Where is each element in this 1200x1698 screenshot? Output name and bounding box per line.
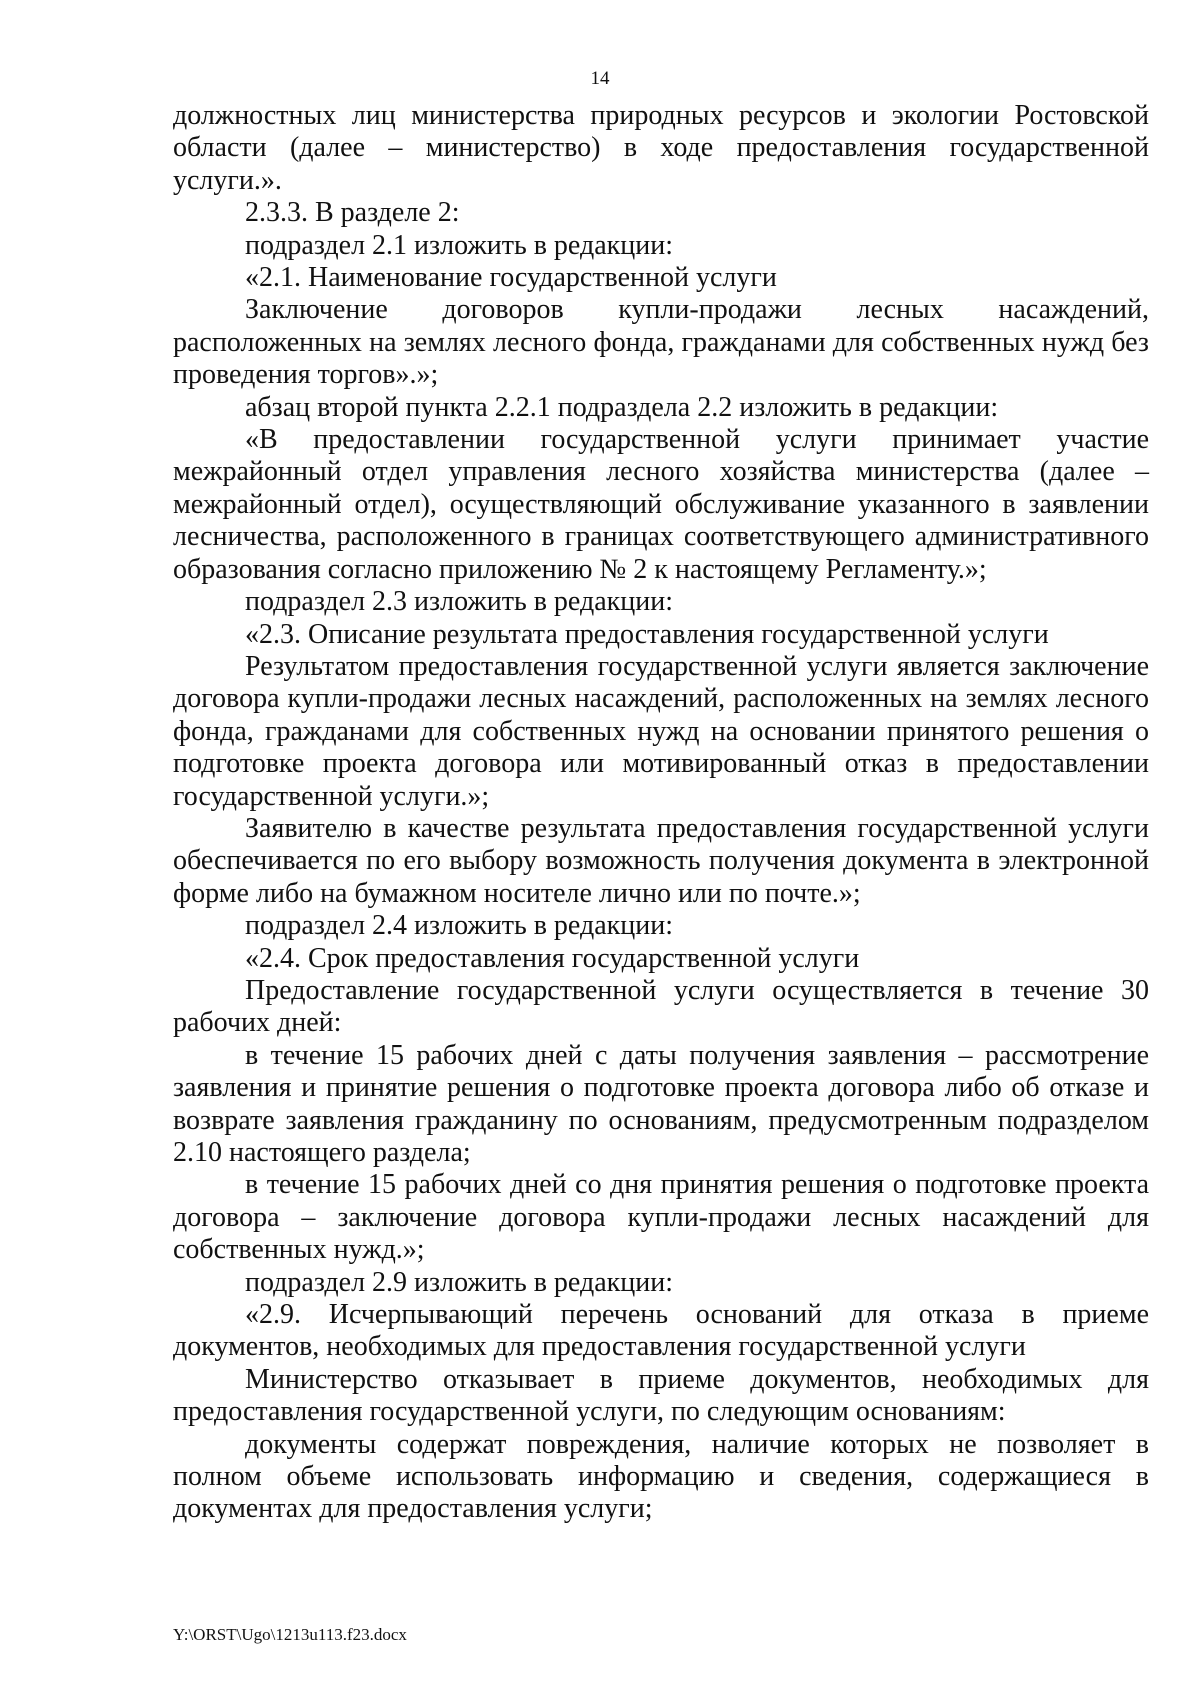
document-paragraph: 2.3.3. В разделе 2: — [245, 197, 460, 229]
document-paragraph: Заявителю в качестве результата предоставления государственной услуги обеспечивается по его выбору возможность получения документа в электронной форме либо на бумажном носителе лично или по почте.»; — [173, 812, 1149, 909]
document-paragraph: документы содержат повреждения, наличие которых не позволяет в полном объеме использовать информацию и сведения, содержащиеся в документах для предоставления услуги; — [173, 1428, 1149, 1525]
document-body — [173, 100, 1149, 1526]
document-paragraph: Министерство отказывает в приеме документов, необходимых для предоставления государственной услуги, по следующим основаниям: — [173, 1363, 1149, 1428]
document-paragraph: «В предоставлении государственной услуги принимает участие межрайонный отдел управления лесного хозяйства министерства (далее – межрайонный отдел), осуществляющий обслуживание указанного в заявлении лесничества, расположенного в границах соответствующего административного образования согласно приложению № 2 к настоящему Регламенту.»; — [173, 424, 1149, 585]
document-paragraph: подраздел 2.3 изложить в редакции: — [245, 586, 673, 618]
footer-file-path: Y:\ORST\Ugo\1213u113.f23.docx — [173, 1625, 407, 1644]
document-paragraph: абзац второй пункта 2.2.1 подраздела 2.2 изложить в редакции: — [245, 391, 999, 423]
document-paragraph: «2.9. Исчерпывающий перечень оснований для отказа в приеме документов, необходимых для предоставления государственной услуги — [173, 1299, 1149, 1363]
document-paragraph: Заключение договоров купли-продажи лесных насаждений, расположенных на землях лесного фонда, гражданами для собственных нужд без проведения торгов».»; — [173, 294, 1149, 391]
document-paragraph: подраздел 2.9 изложить в редакции: — [245, 1266, 673, 1298]
document-paragraph: подраздел 2.1 изложить в редакции: — [245, 229, 673, 261]
document-paragraph: Результатом предоставления государственной услуги является заключение договора купли-продажи лесных насаждений, расположенных на землях лесного фонда, гражданами для собственных нужд на основании принятого решения о подготовке проекта договора или мотивированный отказ в предоставлении государственной услуги.»; — [173, 650, 1149, 812]
document-paragraph: «2.1. Наименование государственной услуги — [245, 262, 777, 294]
page-number: 14 — [590, 68, 610, 89]
document-paragraph: «2.4. Срок предоставления государственной услуги — [245, 942, 860, 974]
document-paragraph: должностных лиц министерства природных ресурсов и экологии Ростовской области (далее – министерство) в ходе предоставления государственной услуги.». — [173, 100, 1149, 196]
document-paragraph: в течение 15 рабочих дней с даты получения заявления – рассмотрение заявления и принятие решения о подготовке проекта договора либо об отказе и возврате заявления гражданину по основаниям, предусмотренным подразделом 2.10 настоящего раздела; — [173, 1039, 1149, 1168]
document-paragraph: Предоставление государственной услуги осуществляется в течение 30 рабочих дней: — [173, 974, 1149, 1039]
document-paragraph: «2.3. Описание результата предоставления государственной услуги — [245, 618, 1049, 650]
document-paragraph: подраздел 2.4 изложить в редакции: — [245, 910, 673, 942]
document-paragraph: в течение 15 рабочих дней со дня принятия решения о подготовке проекта договора – заключение договора купли-продажи лесных насаждений для собственных нужд.»; — [173, 1169, 1149, 1266]
